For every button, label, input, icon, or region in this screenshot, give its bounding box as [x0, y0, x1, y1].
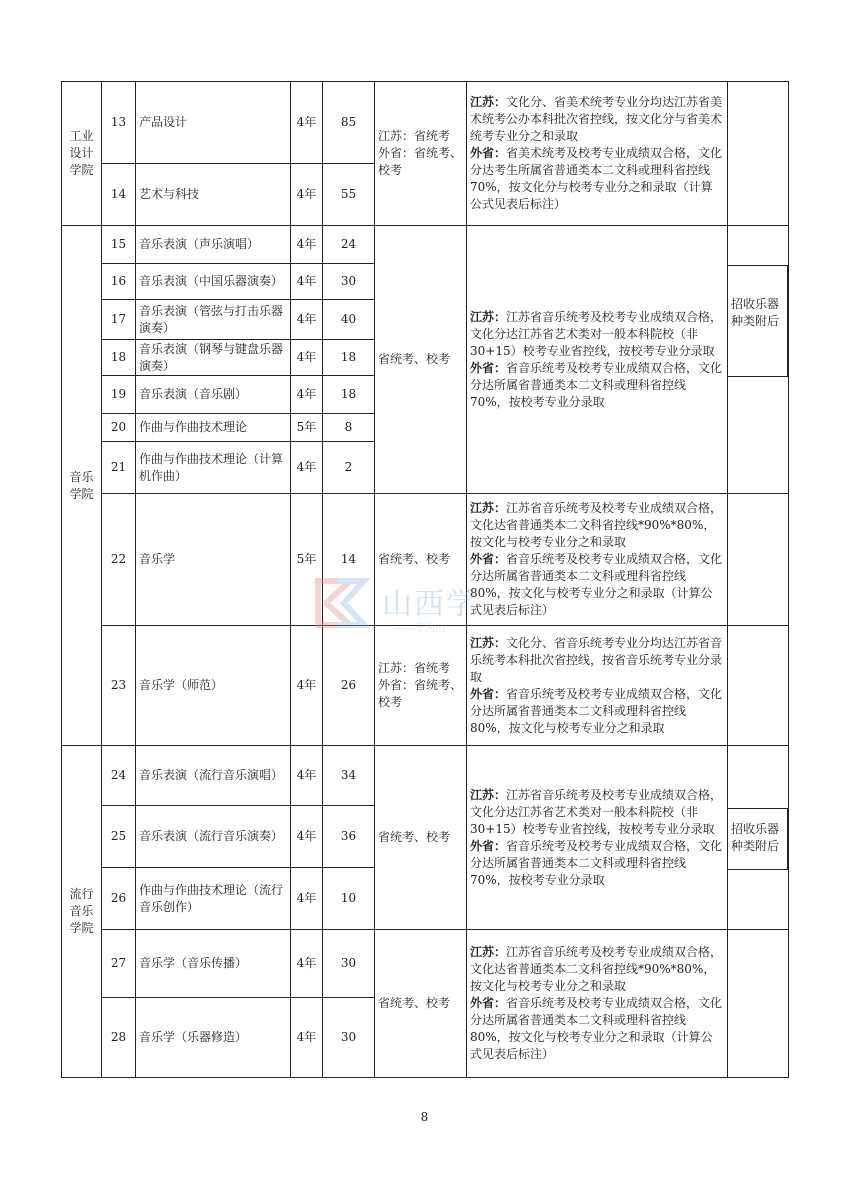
exam-type: 省统考、校考	[375, 930, 467, 1078]
remark-cell	[728, 494, 789, 626]
note-text-other: 省音乐统考及校考专业成绩双合格，文化分达所属省普通类本二文科或理科省控线80%，按文化与校考专业分之和录取	[470, 686, 723, 735]
row-number: 18	[102, 340, 136, 376]
note-text-jiangsu: 江苏省音乐统考及校考专业成绩双合格，文化达省普通类本二文科省控线*90%*80%，按文化与校考专业分之和录取	[470, 501, 723, 549]
note-text-jiangsu: 文化分、省美术统考专业分均达江苏省美术统考公办本科批次省控线，按文化分与省美术统考专业分之和录取	[470, 95, 723, 143]
note-label-other: 外省：	[470, 996, 507, 1010]
note-label-jiangsu: 江苏：	[470, 95, 507, 109]
row-number: 27	[102, 930, 136, 998]
note-label-other: 外省：	[470, 838, 507, 853]
enrollment-count: 30	[323, 998, 375, 1078]
remark-cell	[728, 626, 789, 746]
row-number: 17	[102, 300, 136, 340]
enrollment-count: 85	[323, 82, 375, 164]
enrollment-count: 34	[323, 746, 375, 806]
major-name: 作曲与作曲技术理论	[136, 414, 291, 442]
admission-note	[467, 626, 728, 746]
note-label-jiangsu: 江苏：	[470, 787, 507, 802]
duration: 4年	[291, 442, 323, 494]
row-number: 16	[102, 264, 136, 300]
major-name: 音乐表演（钢琴与键盘乐器演奏）	[136, 340, 291, 376]
remark-box-music	[727, 265, 788, 377]
row-number: 13	[102, 82, 136, 164]
remark-text: 招收乐器种类附后	[731, 822, 780, 853]
row-number: 20	[102, 414, 136, 442]
enrollment-count: 14	[323, 494, 375, 626]
major-name: 作曲与作曲技术理论（流行音乐创作）	[136, 868, 291, 930]
enrollment-count: 36	[323, 806, 375, 868]
note-text-jiangsu: 江苏省音乐统考及校考专业成绩双合格，文化达省普通类本二文科省控线*90%*80%，按文化与校考专业分之和录取	[470, 945, 723, 993]
remark-cell	[728, 82, 789, 226]
row-number: 22	[102, 494, 136, 626]
duration: 4年	[291, 930, 323, 998]
row-number: 26	[102, 868, 136, 930]
remark-box-pop	[727, 808, 788, 870]
note-label-other: 外省：	[470, 146, 507, 160]
row-number: 28	[102, 998, 136, 1078]
note-label-jiangsu: 江苏：	[470, 635, 507, 650]
remark-text: 招收乐器种类附后	[731, 297, 780, 328]
duration: 4年	[291, 82, 323, 164]
duration: 4年	[291, 300, 323, 340]
exam-type: 省统考、校考	[375, 494, 467, 626]
enrollment-count: 30	[323, 930, 375, 998]
note-text-jiangsu: 文化分、省音乐统考专业分均达江苏省音乐统考本科批次省控线，按省音乐统考专业分录取	[470, 635, 723, 684]
row-number: 15	[102, 226, 136, 264]
table-row	[62, 746, 789, 806]
row-number: 25	[102, 806, 136, 868]
watermark-text: 山西学	[382, 587, 478, 622]
note-label-other: 外省：	[470, 552, 507, 566]
table-row	[62, 226, 789, 264]
note-text-other: 省音乐统考及校考专业成绩双合格，文化分达所属省普通类本二文科或理科省控线70%，按校考专业分录取	[470, 360, 723, 409]
note-text-other: 省音乐统考及校考专业成绩双合格，文化分达所属省普通类本二文科或理科省控线80%，按文化与校考专业分之和录取（计算公式见表后标注）	[470, 552, 723, 617]
note-label-jiangsu: 江苏：	[470, 945, 507, 959]
enrollment-count: 10	[323, 868, 375, 930]
table-row	[62, 930, 789, 998]
duration: 4年	[291, 226, 323, 264]
major-name: 音乐学（音乐传播）	[136, 930, 291, 998]
duration: 4年	[291, 340, 323, 376]
watermark-subtext: ——专为山	[395, 623, 445, 634]
duration: 4年	[291, 626, 323, 746]
major-name: 音乐学	[136, 494, 291, 626]
table-row	[62, 626, 789, 746]
note-text-other: 省音乐统考及校考专业成绩双合格，文化分达所属省普通类本二文科或理科省控线70%，按校考专业分录取	[470, 838, 723, 887]
enrollment-count: 24	[323, 226, 375, 264]
duration: 5年	[291, 414, 323, 442]
admission-note	[467, 494, 728, 626]
enrollment-count: 40	[323, 300, 375, 340]
major-name: 音乐表演（声乐演唱）	[136, 226, 291, 264]
row-number: 14	[102, 164, 136, 226]
note-text-jiangsu: 江苏省音乐统考及校考专业成绩双合格，文化分达江苏省艺术类对一般本科院校（非30+15）校考专业省控线，按校考专业分录取	[470, 787, 723, 836]
admission-note	[467, 82, 728, 226]
duration: 4年	[291, 746, 323, 806]
row-number: 23	[102, 626, 136, 746]
enrollment-count: 18	[323, 340, 375, 376]
college-cell: 音乐学院	[62, 226, 102, 746]
note-label-other: 外省：	[470, 686, 507, 701]
duration: 5年	[291, 494, 323, 626]
college-cell: 工业设计学院	[62, 82, 102, 226]
major-name: 产品设计	[136, 82, 291, 164]
enrollment-count: 26	[323, 626, 375, 746]
admission-table	[61, 81, 789, 1078]
remark-cell	[728, 930, 789, 1078]
major-name: 音乐表演（流行音乐演唱）	[136, 746, 291, 806]
duration: 4年	[291, 998, 323, 1078]
page-number: 8	[420, 1110, 429, 1124]
exam-type: 江苏：省统考 外省：省统考、校考	[375, 626, 467, 746]
row-number: 24	[102, 746, 136, 806]
enrollment-count: 2	[323, 442, 375, 494]
enrollment-count: 55	[323, 164, 375, 226]
major-name: 音乐学（师范）	[136, 626, 291, 746]
exam-type: 江苏：省统考 外省：省统考、校考	[375, 82, 467, 226]
duration: 4年	[291, 264, 323, 300]
duration: 4年	[291, 806, 323, 868]
note-text-jiangsu: 江苏省音乐统考及校考专业成绩双合格，文化分达江苏省艺术类对一般本科院校（非30+15）校考专业省控线，按校考专业分录取	[470, 309, 723, 358]
exam-type: 省统考、校考	[375, 226, 467, 494]
major-name: 音乐学（乐器修造）	[136, 998, 291, 1078]
enrollment-count: 18	[323, 376, 375, 414]
note-text-other: 省音乐统考及校考专业成绩双合格，文化分达所属省普通类本二文科或理科省控线80%，按文化与校考专业分之和录取（计算公式见表后标注）	[470, 996, 723, 1061]
duration: 4年	[291, 164, 323, 226]
major-name: 音乐表演（中国乐器演奏）	[136, 264, 291, 300]
major-name: 音乐表演（管弦与打击乐器演奏）	[136, 300, 291, 340]
row-number: 21	[102, 442, 136, 494]
duration: 4年	[291, 868, 323, 930]
exam-type: 省统考、校考	[375, 746, 467, 930]
major-name: 音乐表演（流行音乐演奏）	[136, 806, 291, 868]
row-number: 19	[102, 376, 136, 414]
major-name: 艺术与科技	[136, 164, 291, 226]
note-label-jiangsu: 江苏：	[470, 501, 507, 515]
table-row	[62, 494, 789, 626]
note-text-other: 省美术统考及校考专业成绩双合格，文化分达考生所属省普通类本二文科或理科省控线70%，按文化分与校考专业分之和录取（计算公式见表后标注）	[470, 146, 723, 211]
college-cell: 流行音乐学院	[62, 746, 102, 1078]
major-name: 作曲与作曲技术理论（计算机作曲）	[136, 442, 291, 494]
admission-note	[467, 930, 728, 1078]
enrollment-count: 8	[323, 414, 375, 442]
admission-note	[467, 746, 728, 930]
admission-note	[467, 226, 728, 494]
note-label-jiangsu: 江苏：	[470, 309, 507, 324]
table-row	[62, 82, 789, 164]
enrollment-count: 30	[323, 264, 375, 300]
duration: 4年	[291, 376, 323, 414]
major-name: 音乐表演（音乐剧）	[136, 376, 291, 414]
note-label-other: 外省：	[470, 360, 507, 375]
